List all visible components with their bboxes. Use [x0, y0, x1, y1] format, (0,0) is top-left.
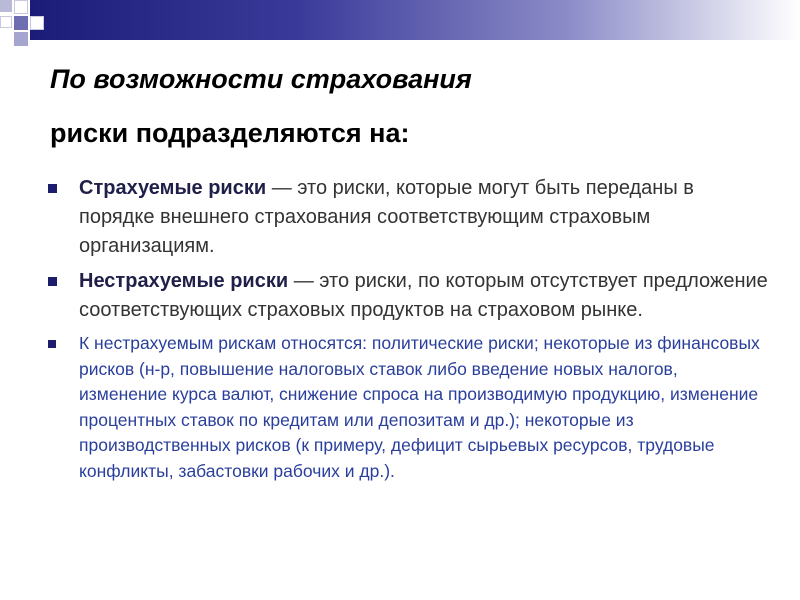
note-text: К нестрахуемым рискам относятся: политические риски; некоторые из финансовых рисков (н-р, повышение налоговых ставок либо введение новых налогов, изменение курса валют, снижение спроса на производимую продукцию, изменение процентных ставок по кредитам или депозитам и др.); некоторые из производственных рисков (к примеру, дефицит сырьевых ресурсов, трудовые конфликты, забастовки рабочих и др.).: [79, 333, 760, 481]
decor-square: [30, 16, 44, 30]
decor-square: [0, 0, 12, 12]
square-bullet-icon: [48, 184, 57, 193]
decorative-squares: [0, 0, 50, 50]
decor-square: [14, 0, 28, 14]
header-gradient-band: [30, 0, 800, 40]
square-bullet-icon: [48, 340, 56, 348]
bullet-text: — это риски, по которым отсутствует предложение соответствующих страховых продуктов на страховом рынке.: [79, 270, 768, 321]
bullet-item-insurable: [48, 174, 768, 261]
bullet-item-note: [48, 331, 768, 484]
square-bullet-icon: [48, 277, 57, 286]
decor-square: [14, 16, 28, 30]
bullet-term: Страхуемые риски: [79, 177, 267, 199]
bullet-text: — это риски, которые могут быть переданы в порядке внешнего страхования соответствующим страховым организациям.: [79, 177, 694, 257]
slide-subtitle: риски подразделяются на:: [50, 118, 410, 148]
slide-title: По возможности страхования: [50, 64, 472, 94]
decor-square: [14, 32, 28, 46]
bullet-list: [48, 174, 768, 490]
bullet-term: Нестрахуемые риски: [79, 270, 289, 292]
bullet-item-uninsurable: [48, 267, 768, 325]
decor-square: [0, 16, 12, 28]
